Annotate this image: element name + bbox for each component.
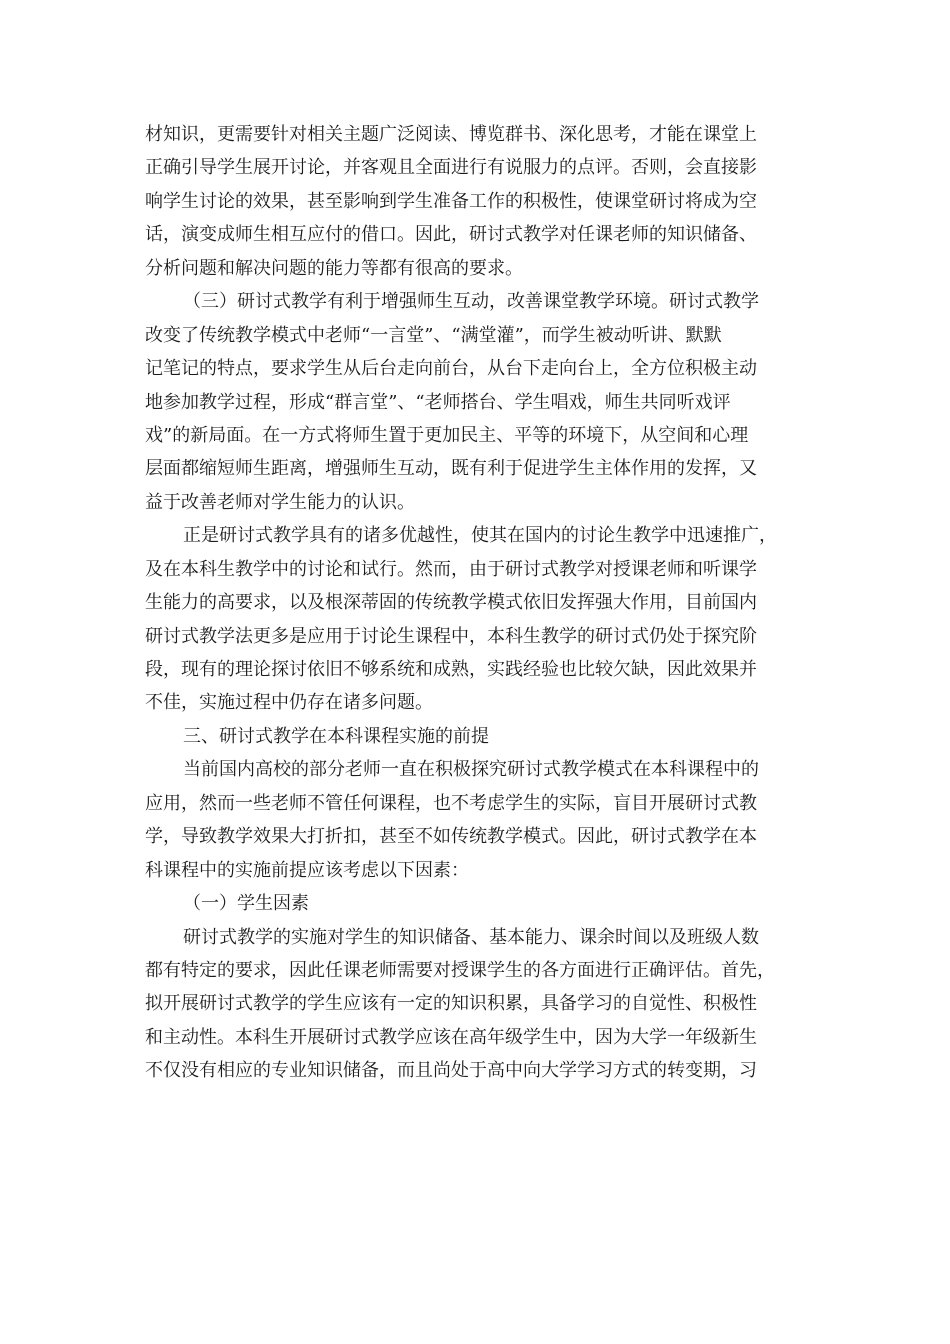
text-line: 正确引导学生展开讨论，并客观且全面进行有说服力的点评。否则，会直接影 <box>145 157 757 179</box>
text-line: 及在本科生教学中的讨论和试行。然而，由于研讨式教学对授课老师和听课学 <box>145 558 757 580</box>
text-line: 正是研讨式教学具有的诸多优越性，使其在国内的讨论生教学中迅速推广， <box>183 525 777 547</box>
text-line: 材知识，更需要针对相关主题广泛阅读、博览群书、深化思考，才能在课堂上 <box>145 124 757 145</box>
text-line: 科课程中的实施前提应该考虑以下因素： <box>145 859 469 881</box>
text-line: （一）学生因素 <box>183 893 309 915</box>
text-line: （三）研讨式教学有利于增强师生互动，改善课堂教学环境。研讨式教学 <box>183 291 759 313</box>
text-line: 三、研讨式教学在本科课程实施的前提 <box>183 725 489 747</box>
text-line: 地参加教学过程，形成“群言堂”、“老师搭台、学生唱戏，师生共同听戏评 <box>145 391 731 413</box>
text-line: 层面都缩短师生距离，增强师生互动，既有利于促进学生主体作用的发挥，又 <box>145 458 757 480</box>
text-line: 不佳，实施过程中仍存在诸多问题。 <box>145 692 433 714</box>
text-line: 应用，然而一些老师不管任何课程，也不考虑学生的实际，盲目开展研讨式教 <box>145 792 757 814</box>
text-line: 生能力的高要求，以及根深蒂固的传统教学模式依旧发挥强大作用，目前国内 <box>145 592 757 614</box>
text-line: 响学生讨论的效果，甚至影响到学生准备工作的积极性，使课堂研讨将成为空 <box>145 190 757 212</box>
text-line: 和主动性。本科生开展研讨式教学应该在高年级学生中，因为大学一年级新生 <box>145 1026 757 1048</box>
text-line: 研讨式教学的实施对学生的知识储备、基本能力、课余时间以及班级人数 <box>183 926 759 948</box>
text-line: 段，现有的理论探讨依旧不够系统和成熟，实践经验也比较欠缺，因此效果并 <box>145 659 757 680</box>
text-line: 当前国内高校的部分老师一直在积极探究研讨式教学模式在本科课程中的 <box>183 759 759 781</box>
text-line: 学，导致教学效果大打折扣，甚至不如传统教学模式。因此，研讨式教学在本 <box>145 826 757 848</box>
text-line: 益于改善老师对学生能力的认识。 <box>145 491 415 513</box>
text-line: 研讨式教学法更多是应用于讨论生课程中，本科生教学的研讨式仍处于探究阶 <box>145 625 757 647</box>
text-line: 不仅没有相应的专业知识储备，而且尚处于高中向大学学习方式的转变期，习 <box>145 1060 757 1082</box>
text-line: 分析问题和解决问题的能力等都有很高的要求。 <box>145 257 523 279</box>
text-line: 都有特定的要求，因此任课老师需要对授课学生的各方面进行正确评估。首先， <box>145 959 775 981</box>
text-line: 改变了传统教学模式中老师“一言堂”、“满堂灌”，而学生被动听讲、默默 <box>145 324 722 346</box>
text-line: 拟开展研讨式教学的学生应该有一定的知识积累，具备学习的自觉性、积极性 <box>145 993 757 1015</box>
text-line: 记笔记的特点，要求学生从后台走向前台，从台下走向台上，全方位积极主动 <box>145 358 757 380</box>
text-line: 话，演变成师生相互应付的借口。因此，研讨式教学对任课老师的知识储备、 <box>145 224 757 246</box>
text-line: 戏”的新局面。在一方式将师生置于更加民主、平等的环境下，从空间和心理 <box>145 424 749 446</box>
document-body <box>0 118 950 1088</box>
